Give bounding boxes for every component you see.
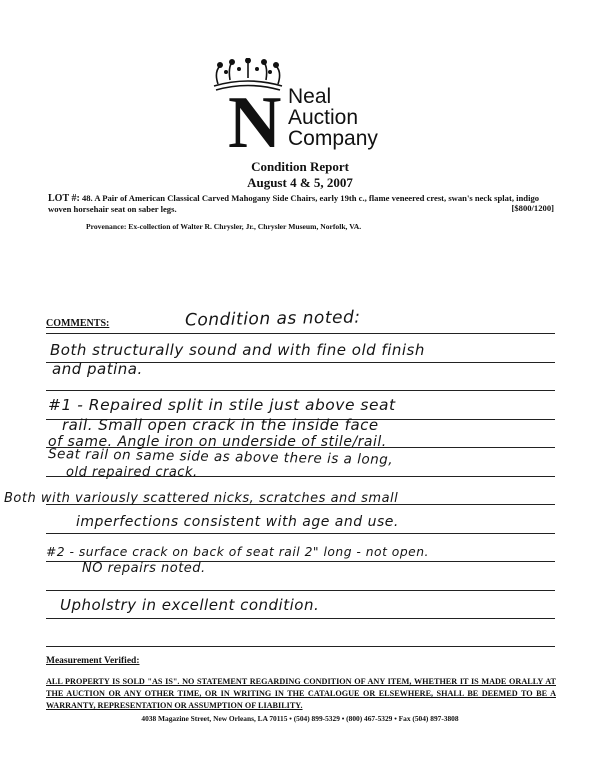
comment-line: of same. Angle iron on underside of stile/rail.	[48, 434, 387, 450]
lot-description	[48, 193, 558, 214]
disclaimer: ALL PROPERTY IS SOLD "AS IS". NO STATEMENT REGARDING CONDITION OF ANY ITEM, WHETHER IT IS MADE ORALLY AT THE AUCTION OR ANY OTHER TIME, OR IN WRITING IN THE CATALOGUE OR ELSEWHERE, SHALL BE DEEMED TO BE A WARRANTY, REPRESENTATION OR ASSUMPTION OF LIABILITY.	[46, 677, 556, 710]
comment-line: Condition as noted:	[184, 307, 361, 331]
ruled-line	[46, 618, 555, 619]
company-name-line3: Company	[288, 127, 378, 150]
comments-label: COMMENTS:	[46, 318, 110, 329]
company-name	[288, 86, 378, 149]
comment-line: #1 - Repaired split in stile just above seat	[48, 396, 396, 414]
comment-line: rail. Small open crack in the inside face	[62, 416, 379, 434]
provenance: Provenance: Ex-collection of Walter R. Chrysler, Jr., Chrysler Museum, Norfolk, VA.	[86, 222, 362, 231]
lot-label: LOT #:	[48, 193, 80, 204]
ruled-line	[46, 590, 555, 591]
comment-line: and patina.	[52, 360, 143, 378]
lot-estimate: [$800/1200]	[511, 203, 554, 213]
company-name-line2: Auction	[288, 106, 359, 129]
measurement-verified-label: Measurement Verified:	[46, 656, 140, 666]
report-date: August 4 & 5, 2007	[247, 175, 353, 190]
comment-line: imperfections consistent with age and use.	[76, 514, 399, 530]
address-footer: 4038 Magazine Street, New Orleans, LA 70115 • (504) 899-5329 • (800) 467-5329 • Fax (504) 897-3808	[141, 714, 459, 723]
ruled-line	[46, 390, 555, 391]
ruled-line	[46, 646, 555, 647]
lot-text: 48. A Pair of American Classical Carved Mahogany Side Chairs, early 19th c., flame veneered crest, swan's neck splat, indigo woven horsehair seat on saber legs.	[48, 193, 540, 214]
company-name-line1: Neal	[288, 85, 332, 108]
comment-line: Both structurally sound and with fine old finish	[50, 341, 425, 359]
comment-line: NO repairs noted.	[82, 561, 206, 576]
ruled-line	[46, 333, 555, 334]
comment-line: Both with variously scattered nicks, scratches and small	[4, 491, 399, 506]
logo-initial: N	[228, 82, 282, 164]
report-title: Condition Report	[251, 159, 349, 174]
comment-line: old repaired crack.	[66, 465, 198, 480]
comment-line: Seat rail on same side as above there is a long,	[47, 445, 394, 469]
ruled-line	[46, 533, 555, 534]
comment-line: Upholstry in excellent condition.	[60, 596, 320, 614]
comment-line: #2 - surface crack on back of seat rail 2" long - not open.	[46, 545, 429, 559]
